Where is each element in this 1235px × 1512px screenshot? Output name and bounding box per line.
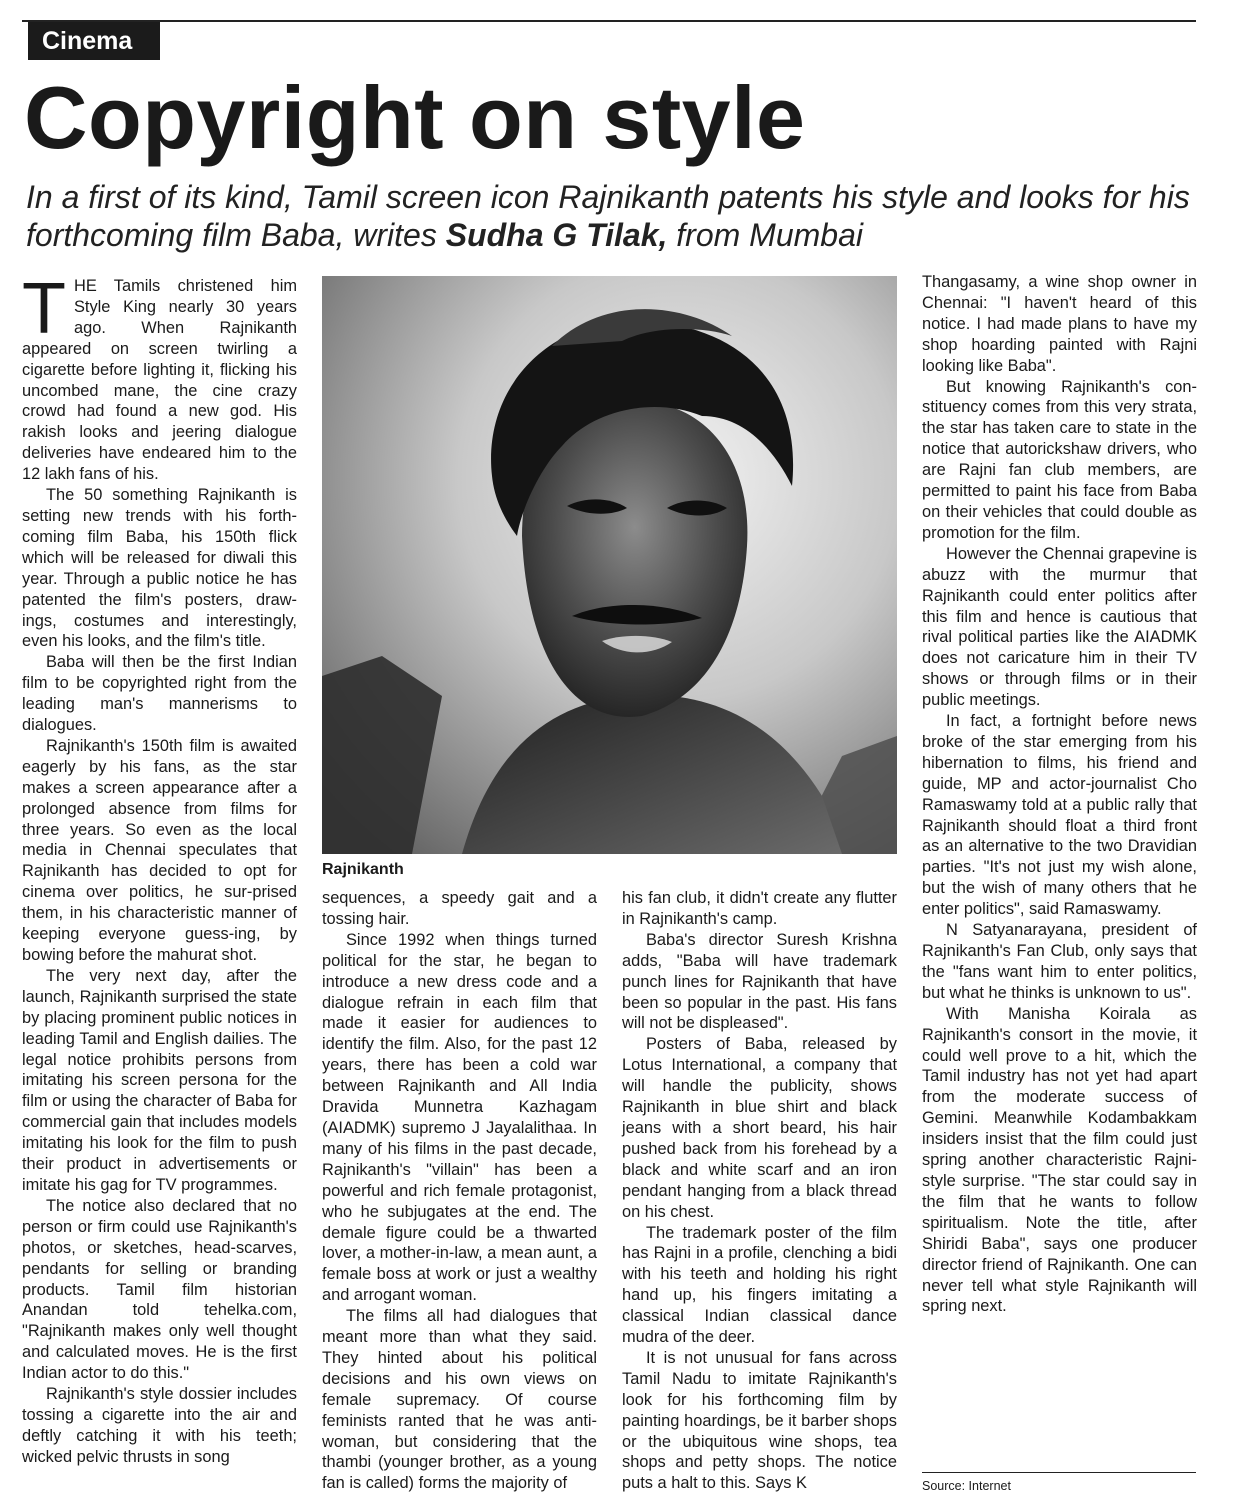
- paragraph: Rajnikanth's style dossier includes tossing a cigarette into the air and deftly catching it with his teeth; wicked pelvic thrusts in song: [22, 1385, 297, 1466]
- paragraph: It is not unusual for fans across Tamil Nadu to imitate Rajnikanth's look for his forthcoming film by painting hoardings, be it barber shops or the ubiquitous wine shops, tea shops and petty shops. The notice puts a halt to this. Says K: [622, 1348, 897, 1493]
- paragraph: With Manisha Koirala as Rajnikanth's consort in the movie, it could well prove to a hit, which the Tamil industry has not yet had apart from the moderate success of Gemini. Meanwhile Kodambakkam insiders insist that the film could just spring another characteristic Rajni-style surprise. "The star could say in the film that he wants to follow spiritualism. Note the title, after Shiridi Baba", says one producer director friend of Rajnikanth. One can never tell what style Rajnikanth will spring next.: [922, 1004, 1197, 1316]
- paragraph: The 50 something Rajnikanth is setting new trends with his forth-coming film Baba, his 150th flick which will be released for diwali this year. Through a public notice he has patented the film's posters, draw-ings, costumes and interestingly, even his looks, and the film's title.: [22, 486, 297, 651]
- top-rule: [22, 20, 1196, 22]
- paragraph: N Satyanarayana, president of Rajnikanth's Fan Club, only says that the "fans want him to enter politics, but what he thinks is unknown to us".: [922, 921, 1197, 1002]
- paragraph: sequences, a speedy gait and a tossing hair.: [322, 889, 597, 928]
- source-rule: [922, 1472, 1196, 1473]
- portrait-photo: [322, 276, 897, 854]
- paragraph: The notice also declared that no person or firm could use Rajnikanth's photos, or sketches, head-scarves, pendants for selling or branding products. Tamil film historian Anandan told tehelka.com, "Rajnikanth makes only well thought and calculated moves. He is the first Indian actor to do this.": [22, 1196, 297, 1383]
- paragraph: However the Chennai grapevine is abuzz with the murmur that Rajnikanth could enter politics after this film and hence is cautious that rival political parties like the AIADMK does not caricature him in their TV shows or through films or in their public meetings.: [922, 544, 1197, 710]
- paragraph: Rajnikanth's 150th film is awaited eagerly by his fans, as the star makes a screen appearance after a prolonged absence from films for three years. So even as the local media in Chennai speculates that Rajnikanth has decided to opt for cinema over politics, he sur-prised them, in his characteristic manner of keeping everyone guess-ing, by bowing before the mahurat shot.: [22, 736, 297, 964]
- paragraph: The very next day, after the launch, Rajnikanth surprised the state by placing prominent public notices in leading Tamil and English dailies. The legal notice prohibits persons from imitating his screen persona for the film or using the character of Baba for commercial gain that includes models imitating his look for the film to push their product in advertisements or imitate his gag for TV programmes.: [22, 966, 297, 1194]
- section-tag: Cinema: [28, 22, 160, 60]
- paragraph: THE Tamils christened him Style King nearly 30 years ago. When Rajnikanth appeared on screen twirling a cigarette before lighting it, flicking his uncombed mane, the cine crazy crowd had found a new god. His rakish looks and jeering dialogue deliveries have endeared him to the 12 lakh fans of his.: [22, 269, 297, 484]
- article-column-4: [922, 272, 1197, 1317]
- source-credit: Source: Internet: [922, 1479, 1011, 1493]
- paragraph: Since 1992 when things turned political for the star, he began to introduce a new dress code and a dialogue refrain in each film that made it easier for audiences to identify the film. Also, for the past 12 years, there has been a cold war between Rajnikanth and All India Dravida Munnetra Kazhagam (AIADMK) supremo J Jayalalithaa. In many of his films in the past decade, Rajnikanth's "villain" has been a powerful and rich female protagonist, who he subjugates at the end. The demale figure could be a thwarted lover, a mother-in-law, a mean aunt, a female boss at work or just a wealthy and arrogant woman.: [322, 930, 597, 1305]
- paragraph: Posters of Baba, released by Lotus International, a company that will handle the publicity, shows Rajnikanth in blue shirt and black jeans with a short beard, his hair pushed back from his forehead by a black and white scarf and an iron pendant hanging from a black thread on his chest.: [622, 1035, 897, 1221]
- paragraph: Baba's director Suresh Krishna adds, "Baba will have trademark punch lines for Rajnikanth that have been so popular in the past. His fans will not be displeased".: [622, 930, 897, 1033]
- article-column-2: [322, 888, 597, 1494]
- article-column-3: [622, 888, 897, 1494]
- article-column-1: [22, 269, 297, 1468]
- photo-caption: Rajnikanth: [322, 861, 404, 878]
- headline: Copyright on style: [24, 68, 806, 167]
- paragraph: Thangasamy, a wine shop owner in Chennai: "I haven't heard of this notice. I had made plans to have my shop hoarding painted with Rajni looking like Baba".: [922, 273, 1197, 375]
- standfirst-lead: In a first of its kind, Tamil screen icon Rajnikanth patents his style and looks for his forthcoming film Baba, writes: [26, 179, 1190, 253]
- paragraph: The films all had dialogues that meant more than what they said. They hinted about his political decisions and his own views on female supremacy. Of course feminists ranted that he was anti-woman, but considering that the thambi (younger brother, as a young fan is called) forms the majority of: [322, 1307, 597, 1493]
- standfirst: [26, 178, 1206, 254]
- byline-author: Sudha G Tilak,: [445, 217, 668, 253]
- drop-cap: T: [22, 269, 66, 349]
- paragraph: Baba will then be the first Indian film to be copyrighted right from the leading man's mannerisms to dialogues.: [22, 653, 297, 735]
- paragraph: his fan club, it didn't create any flutter in Rajnikanth's camp.: [622, 889, 897, 928]
- paragraph: But knowing Rajnikanth's con-stituency comes from this very strata, the star has taken care to state in the notice that autorickshaw drivers, who are Rajni fan club members, are permitted to paint his face from Baba on their vehicles that could double as promotion for the film.: [922, 377, 1197, 542]
- paragraph: In fact, a fortnight before news broke of the star emerging from his hibernation to films, his friend and guide, MP and actor-journalist Cho Ramaswamy told at a public rally that Rajnikanth should float a third front as an alternative to the two Dravidian parties. "It's not just my wish alone, but the wish of many others that he enter politics", said Ramaswamy.: [922, 712, 1197, 919]
- standfirst-tail: from Mumbai: [667, 217, 863, 253]
- paragraph: The trademark poster of the film has Rajni in a profile, clenching a bidi with his teeth and holding his right hand up, his fingers imitating a classical Indian classical dance mudra of the deer.: [622, 1223, 897, 1347]
- portrait-illustration: [322, 276, 897, 854]
